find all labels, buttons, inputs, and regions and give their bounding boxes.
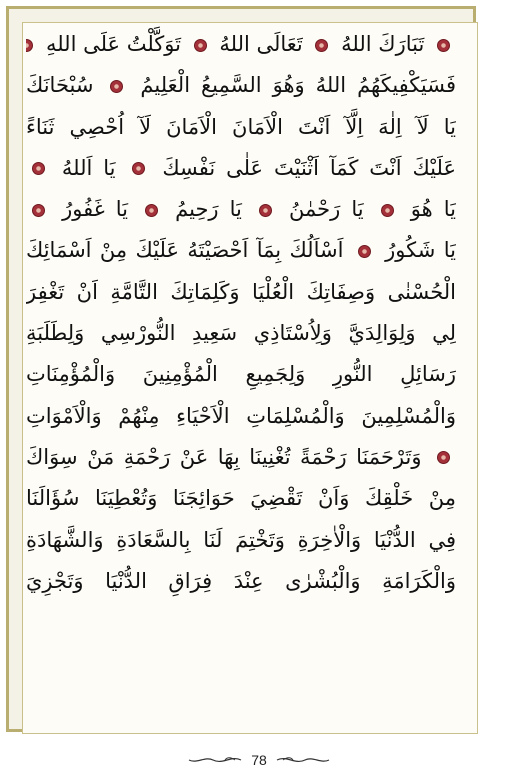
text-segment: مِنْ خَلْقِكَ وَاَنْ تَقْضِيَ حَوَائِجَنَا وَتُعْطِيَنَا سُؤَالَنَا: [26, 486, 456, 511]
text-line: [26, 189, 456, 230]
rose-ornament-icon: [259, 204, 272, 217]
text-segment: يَا هُوَ: [410, 197, 456, 222]
text-segment: يَا شَكُورُ: [385, 238, 456, 263]
rose-ornament-icon: [32, 162, 45, 175]
text-line: [26, 65, 456, 106]
text-segment: يَا غَفُورُ: [62, 197, 128, 222]
text-segment: فِي الدُّنْيَا وَالْاٰخِرَةِ وَتَخْتِمَ لَنَا بِالسَّعَادَةِ وَالشَّهَادَةِ: [26, 527, 456, 552]
rose-ornament-icon: [437, 39, 450, 52]
text-line: [26, 354, 456, 395]
text-line: [26, 396, 456, 437]
text-line: [26, 272, 456, 313]
rose-ornament-icon: [315, 39, 328, 52]
text-segment: يَا اَللهُ: [61, 155, 116, 180]
text-line: [26, 107, 456, 148]
rose-ornament-icon: [132, 162, 145, 175]
text-segment: يَا رَحِيمُ: [175, 197, 242, 222]
rose-ornament-icon: [26, 39, 33, 52]
text-segment: وَالْكَرَامَةِ وَالْبُشْرٰى عِنْدَ فِرَاقِ الدُّنْيَا وَتَجْزِيَ: [26, 568, 456, 593]
text-line: [26, 561, 456, 602]
text-segment: يَا لَآ اِلٰهَ اِلَّآ اَنْتَ الْاَمَانَ الْاَمَانَ لَآ اُحْصِي ثَنَاءً: [26, 114, 456, 139]
text-line: [26, 437, 456, 478]
rose-ornament-icon: [110, 80, 123, 93]
text-segment: اَسْاَلُكَ بِمَآ اَحْصَيْتَهُ عَلَيْكَ مِنْ اَسْمَائِكَ: [26, 238, 344, 263]
text-segment: لِي وَلِوَالِدَيَّ وَلِاُسْتَاذِي سَعِيدِ النُّورْسِي وَلِطَلَبَةِ: [26, 321, 456, 346]
text-segment: تَعَالَى اللهُ: [219, 32, 303, 56]
flourish-icon: [187, 753, 243, 767]
text-segment: وَالْمُسْلِمِينَ وَالْمُسْلِمَاتِ الْاَحْيَاءِ مِنْهُمْ وَالْاَمْوَاتِ: [26, 403, 456, 428]
rose-ornament-icon: [437, 451, 450, 464]
rose-ornament-icon: [194, 39, 207, 52]
text-segment: رَسَائِلِ النُّورِ وَلِجَمِيعِ الْمُؤْمِنِينَ وَالْمُؤْمِنَاتِ: [26, 362, 456, 387]
rose-ornament-icon: [381, 204, 394, 217]
text-segment: يَا رَحْمٰنُ: [289, 197, 364, 222]
text-segment: فَسَيَكْفِيكَهُمُ اللهُ وَهُوَ السَّمِيعُ الْعَلِيمُ: [140, 73, 456, 98]
text-segment: تَوَكَّلْتُ عَلَى اللهِ: [45, 32, 181, 56]
flourish-icon: [275, 753, 331, 767]
text-segment: وَتَرْحَمَنَا رَحْمَةً تُغْنِينَا بِهَا عَنْ رَحْمَةِ مَنْ سِوَاكَ: [26, 444, 422, 469]
text-segment: الْحُسْنٰى وَصِفَاتِكَ الْعُلْيَا وَكَلِمَاتِكَ التَّامَّةِ اَنْ تَغْفِرَ: [26, 279, 456, 304]
text-line: [26, 313, 456, 354]
text-line: [26, 478, 456, 519]
text-line: [26, 230, 456, 271]
rose-ornament-icon: [32, 204, 45, 217]
text-segment: تَبَارَكَ اللهُ: [341, 32, 425, 56]
rose-ornament-icon: [358, 245, 371, 258]
text-line: [26, 148, 456, 189]
arabic-text-block: [26, 24, 456, 602]
page-number: 78: [251, 752, 267, 768]
page-footer: [0, 748, 518, 772]
text-segment: عَلَيْكَ اَنْتَ كَمَآ اَثْنَيْتَ عَلٰى نَفْسِكَ: [162, 155, 456, 180]
text-line: [26, 520, 456, 561]
text-line: [26, 24, 456, 65]
text-segment: سُبْحَانَكَ: [26, 73, 94, 98]
rose-ornament-icon: [145, 204, 158, 217]
